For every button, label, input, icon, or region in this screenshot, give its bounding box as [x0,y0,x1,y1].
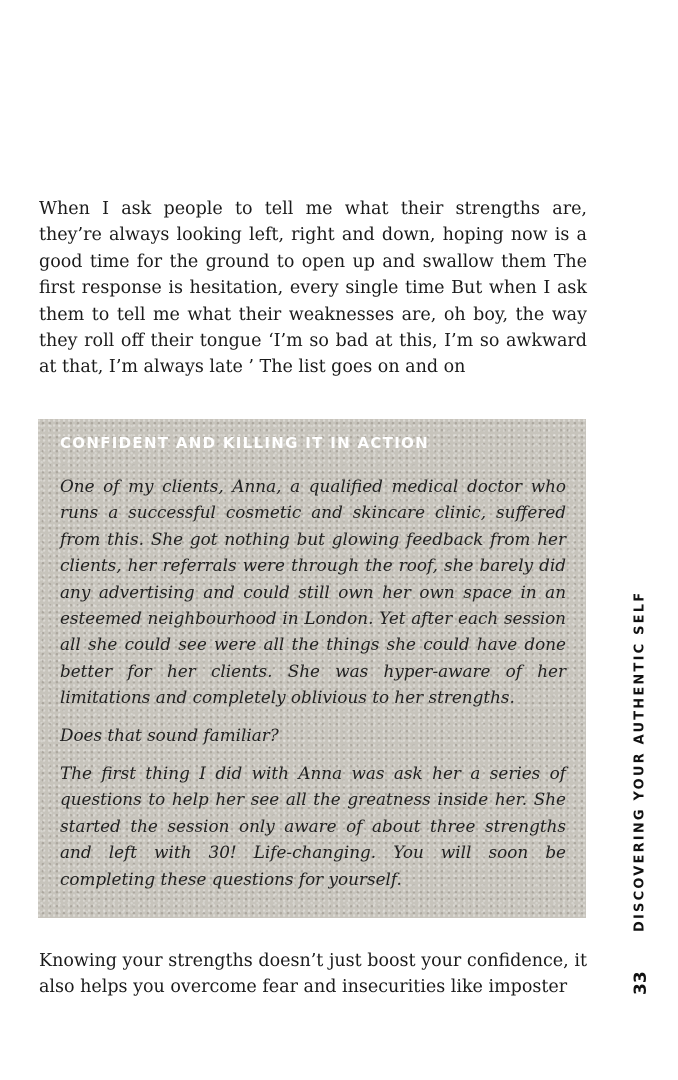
callout-paragraph-3: The first thing I did with Anna was ask her a series of questions to help her see all the greatness inside her. She started the session only aware of about three strengths and left with 30! Life-changing. You will soon be completing these questions for yourself. [60,763,566,889]
running-section-title: DISCOVERING YOUR AUTHENTIC SELF [632,590,648,932]
body-paragraph-bottom: Knowing your strengths doesn’t just boost your confidence, it also helps you overcome fear and insecurities like imposter [39,951,587,997]
callout-paragraph-1: One of my clients, Anna, a qualified medical doctor who runs a successful cosmetic and skincare clinic, suffered from this. She got nothing but glowing feedback from her clients, her referrals were through the roof, she barely did any advertising and could still own her own space in an esteemed neighbourhood in London. Yet after each session all she could see were all the things she could have done better for her clients. She was hyper-aware of her limitations and completely oblivious to her strengths. [60,476,566,708]
callout-box [38,419,586,918]
body-paragraph-top: When I ask people to tell me what their strengths are, they’re always looking left, right and down, hoping now is a good time for the ground to open up and swallow them The first response is hesitation, every single time But when I ask them to tell me what their weaknesses are, oh boy, the way they roll off their tongue ‘I’m so bad at this, I’m so awkward at that, I’m always late ’ The list goes on and on [39,199,587,378]
callout-heading: CONFIDENT AND KILLING IT IN ACTION [60,434,429,452]
page-number: 33 [631,971,651,995]
callout-paragraph-2: Does that sound familiar? [60,725,279,745]
